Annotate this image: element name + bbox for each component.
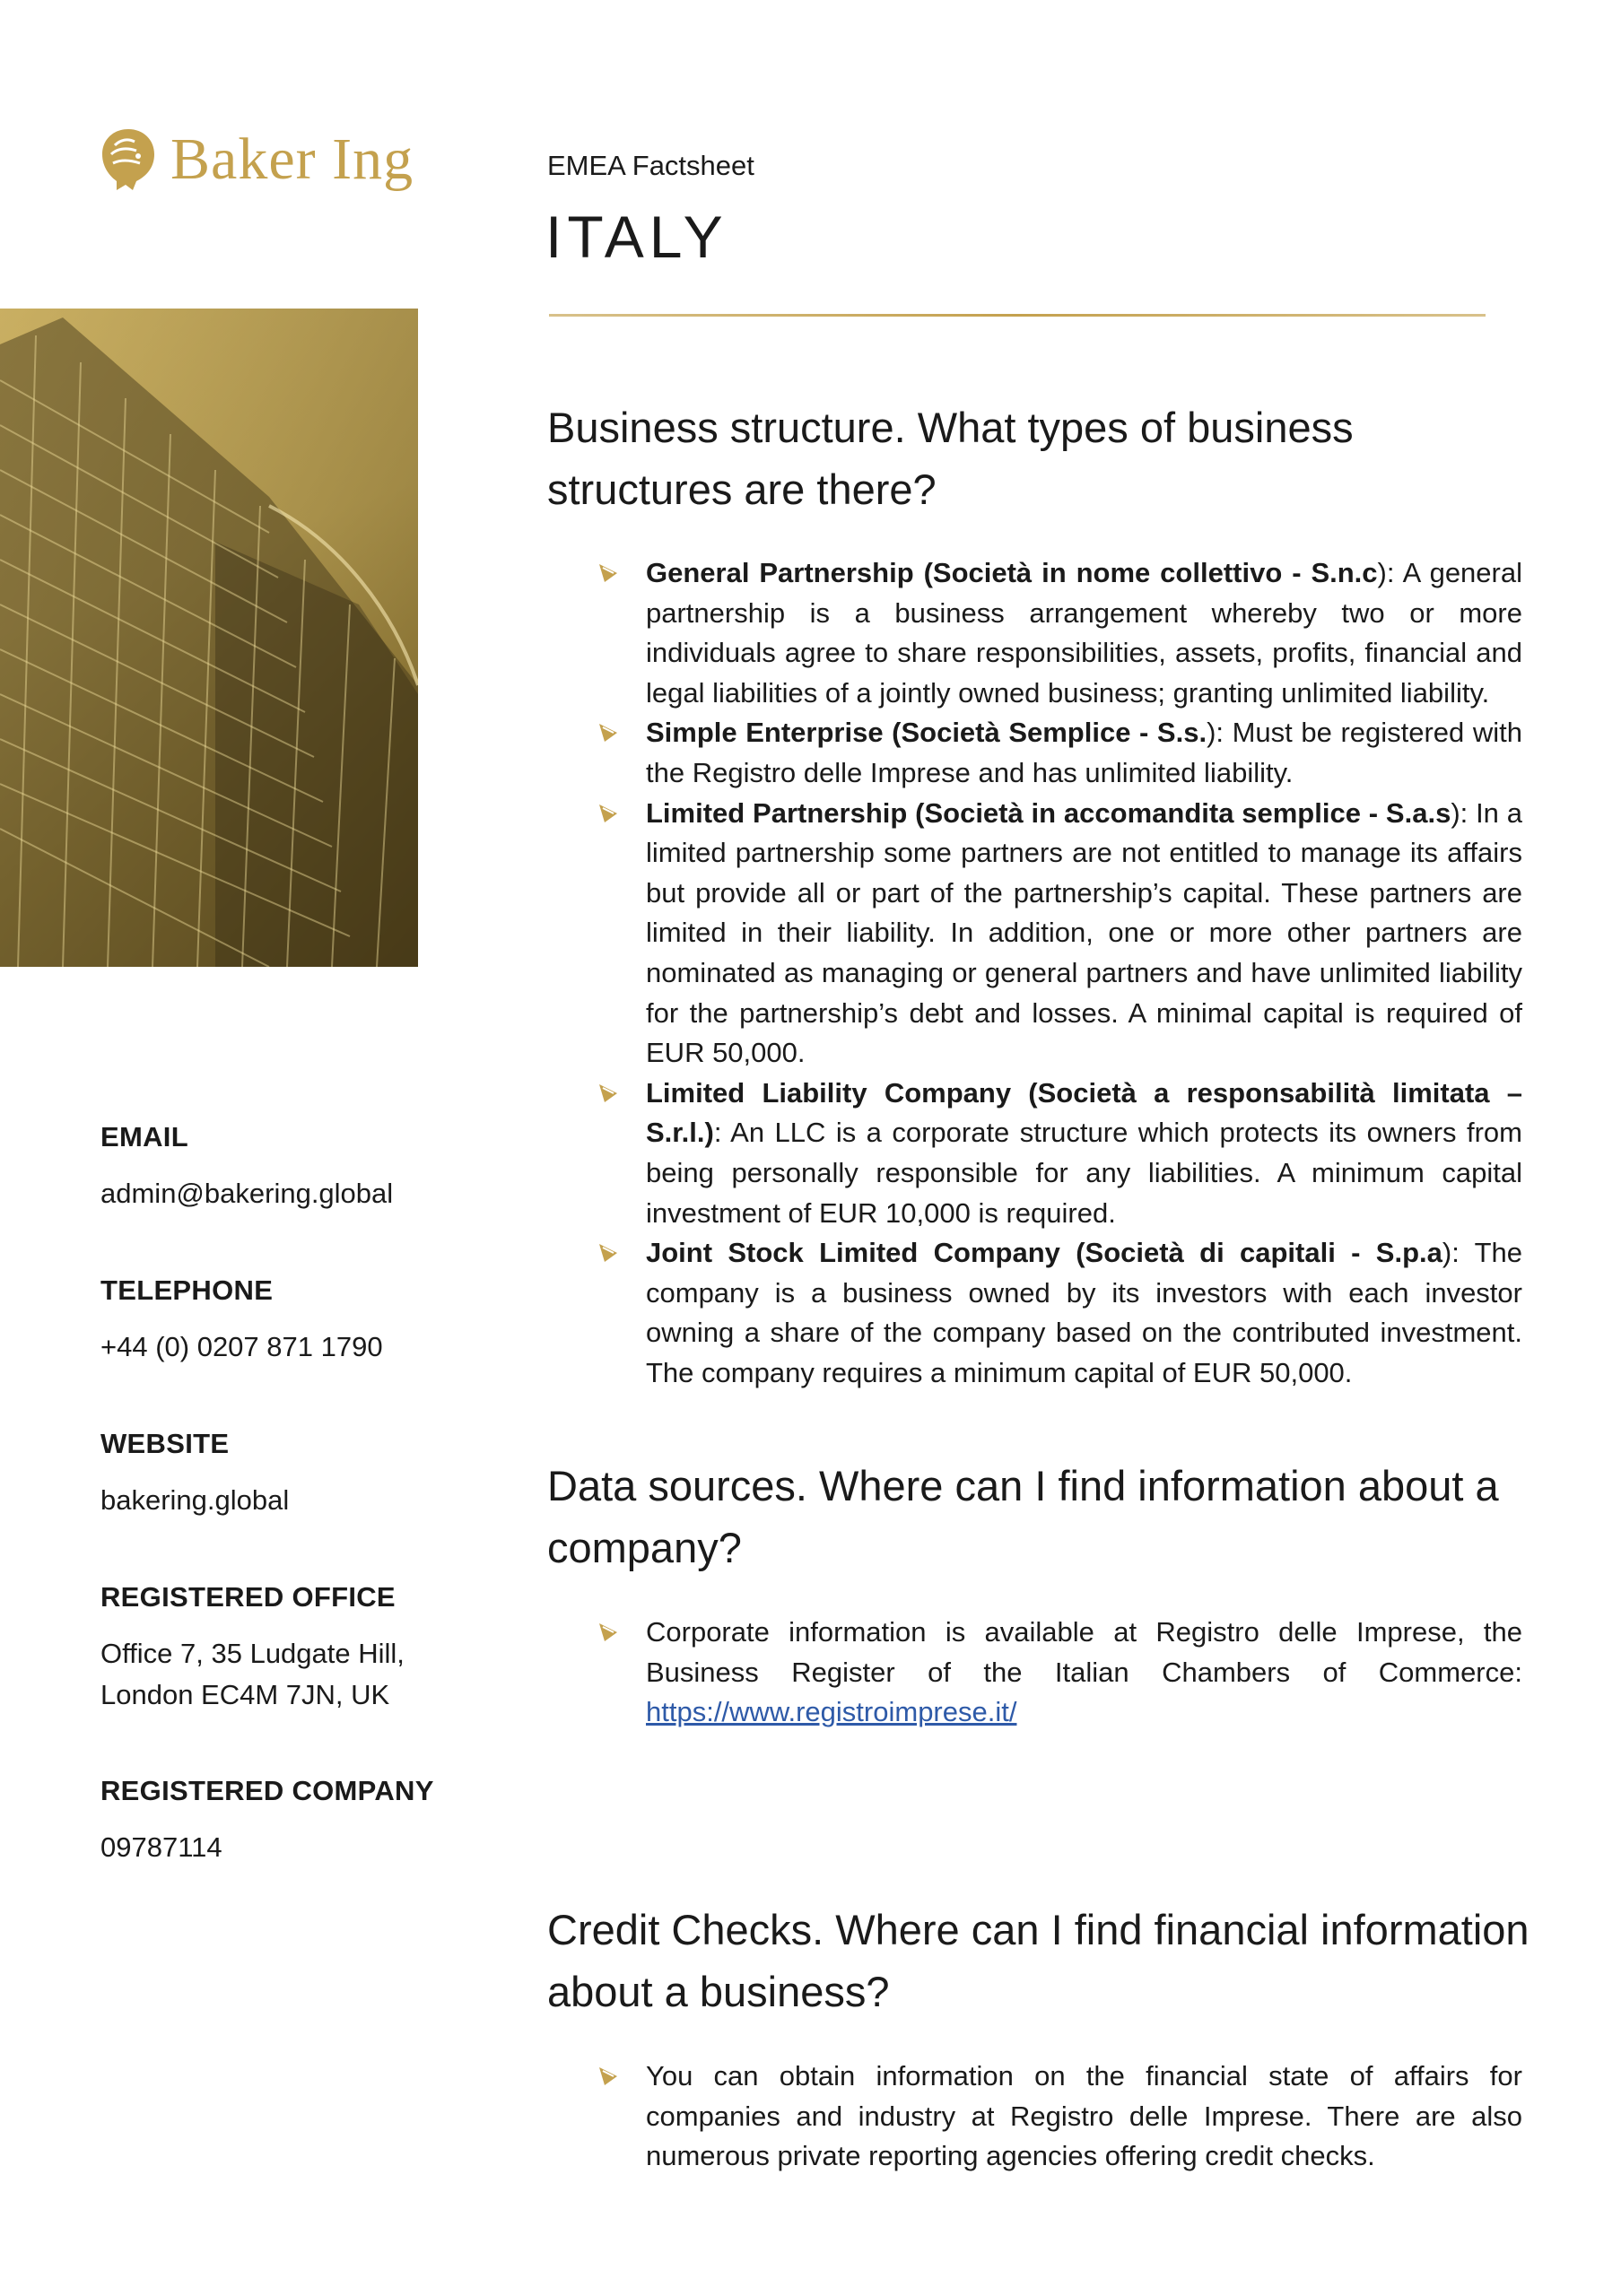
bullet-icon [596,801,621,826]
bullet-icon [596,1081,621,1106]
company-number: 09787114 [100,1831,222,1863]
bullet-icon [596,1240,621,1265]
building-hero-image [0,309,418,967]
item-term: Joint Stock Limited Company (Società di capitali - S.p.a [646,1237,1442,1269]
lion-head-icon [97,126,160,194]
item-text: ): In a limited partnership some partners are not entitled to manage its affairs but provide all or part of the partnership’s capital. These partners are limited in their liability. In addition, one or more other partners are nominated as managing or general partners and have unlimited liability for the partnership’s debt and losses. A minimal capital is required of EUR 50,000. [646,796,1522,1069]
contact-label: REGISTERED OFFICE [100,1581,396,1613]
item-text: You can obtain information on the financial state of affairs for companies and industry at Registro delle Imprese. There are also numerous private reporting agencies offering credit checks. [646,2060,1522,2172]
list-item [592,1074,1522,1233]
contact-office [100,1581,459,1716]
bullet-icon [596,561,621,586]
contact-email [100,1121,459,1214]
item-term: Simple Enterprise (Società Semplice - S.s. [646,717,1207,749]
email-link[interactable]: admin@bakering.global [100,1178,394,1209]
list-item [592,1613,1522,1733]
bullet-icon [596,2064,621,2089]
brand-logo [97,126,414,194]
list-item [592,794,1522,1074]
contact-label: WEBSITE [100,1428,230,1459]
list-item [592,2057,1522,2177]
item-term: Limited Liability Company (Società a responsabilità limitata – S.r.l.) [646,1076,1522,1149]
item-text: ): Must be registered with the Registro delle Imprese and has unlimited liability. [646,717,1522,788]
item-term: Limited Partnership (Società in accomandita semplice - S.a.s [646,796,1451,829]
item-text: : An LLC is a corporate structure which protects its owners from being personally responsible for any liabilities. A minimum capital investment of EUR 10,000 is required. [646,1117,1522,1229]
page-title: ITALY [545,204,728,270]
brand-name: Baker Ing [170,126,414,192]
business-structure-list [592,553,1522,1393]
bullet-icon [596,1620,621,1645]
contact-label: EMAIL [100,1121,188,1152]
item-text: ): A general partnership is a business arrangement whereby two or more individuals agree to share responsibilities, assets, profits, financial and legal liabilities of a jointly owned business; granting unlimited liability. [646,557,1522,709]
bullet-icon [596,720,621,745]
website-link[interactable]: bakering.global [100,1484,290,1516]
item-text: ): The company is a business owned by its investors with each investor owning a share of the company based on the contributed investment. The company requires a minimum capital of EUR 50,000. [646,1237,1523,1388]
document-subtitle: EMEA Factsheet [547,150,754,181]
item-text: Corporate information is available at Registro delle Imprese, the Business Register of the Italian Chambers of Commerce: [646,1616,1522,1688]
list-item [592,1233,1522,1393]
registro-imprese-link[interactable]: https://www.registroimprese.it/ [646,1696,1017,1728]
section-heading-business-structure: Business structure. What types of business structures are there? [547,404,1354,513]
list-item [592,713,1522,793]
contact-telephone [100,1274,459,1368]
contact-company [100,1775,459,1868]
office-address-line2: London EC4M 7JN, UK [100,1679,390,1710]
office-address-line1: Office 7, 35 Ludgate Hill, [100,1638,405,1669]
credit-checks-list [592,2057,1522,2177]
contact-label: TELEPHONE [100,1274,274,1306]
item-term: General Partnership (Società in nome collettivo - S.n.c [646,557,1378,588]
data-sources-list [592,1613,1522,1733]
list-item [592,553,1522,713]
contact-website [100,1428,459,1521]
section-heading-credit-checks: Credit Checks. Where can I find financial information about a business? [547,1906,1529,2015]
contact-label: REGISTERED COMPANY [100,1775,434,1806]
divider [549,314,1486,317]
section-heading-data-sources: Data sources. Where can I find information about a company? [547,1462,1499,1571]
telephone-value: +44 (0) 0207 871 1790 [100,1331,383,1362]
